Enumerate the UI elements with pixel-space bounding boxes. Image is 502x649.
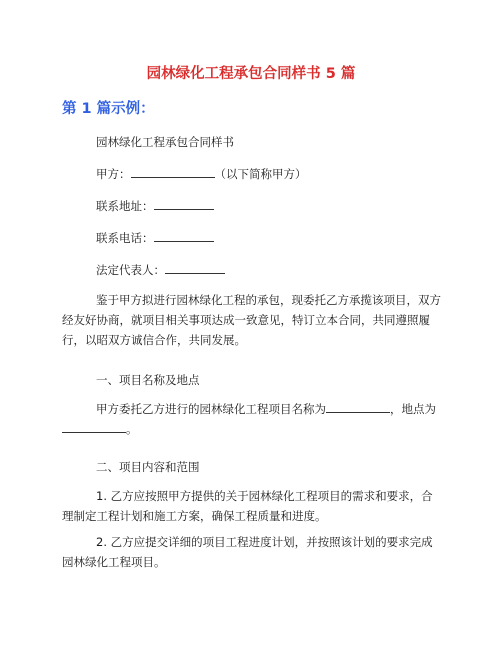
address-label: 联系地址： [96, 199, 154, 213]
scope-item-2: 2. 乙方应提交详细的项目工程进度计划，并按照该计划的要求完成园林绿化工程项目。 [62, 535, 433, 569]
contract-name-line: 园林绿化工程承包合同样书 [96, 135, 234, 149]
location-blank [62, 421, 126, 433]
project-name-blank [326, 401, 390, 413]
phone-label: 联系电话： [96, 231, 154, 245]
legal-rep-blank [165, 262, 225, 274]
project-name-paragraph [62, 399, 442, 439]
project-name-text: 甲方委托乙方进行的园林绿化工程项目名称为 [96, 402, 326, 416]
address-blank [154, 198, 214, 210]
heading-project-scope: 二、项目内容和范围 [96, 460, 200, 474]
address-line [96, 198, 214, 214]
scope-item-1: 1. 乙方应按照甲方提供的关于园林绿化工程项目的需求和要求，合理制定工程计划和施工方案，确保工程质量和进度。 [62, 489, 433, 523]
legal-rep-line [96, 262, 225, 278]
document-title: 园林绿化工程承包合同样书 5 篇 [146, 66, 356, 82]
section-heading: 第 1 篇示例： [62, 101, 155, 117]
intro-paragraph: 鉴于甲方拟进行园林绿化工程的承包，现委托乙方承揽该项目，双方经友好协商，就项目相关事项达成一致意见，特订立本合同，共同遵照履行，以昭双方诚信合作，共同发展。 [62, 293, 441, 347]
party-a-suffix: （以下简称甲方） [214, 167, 307, 181]
party-a-label: 甲方： [96, 167, 131, 181]
heading-project-name: 一、项目名称及地点 [96, 373, 200, 387]
party-a-blank [131, 166, 215, 178]
phone-line [96, 230, 214, 246]
legal-rep-label: 法定代表人： [96, 263, 165, 277]
location-text: ，地点为 [390, 402, 436, 416]
period: 。 [126, 422, 138, 436]
phone-blank [154, 230, 214, 242]
party-a-line [96, 166, 307, 182]
